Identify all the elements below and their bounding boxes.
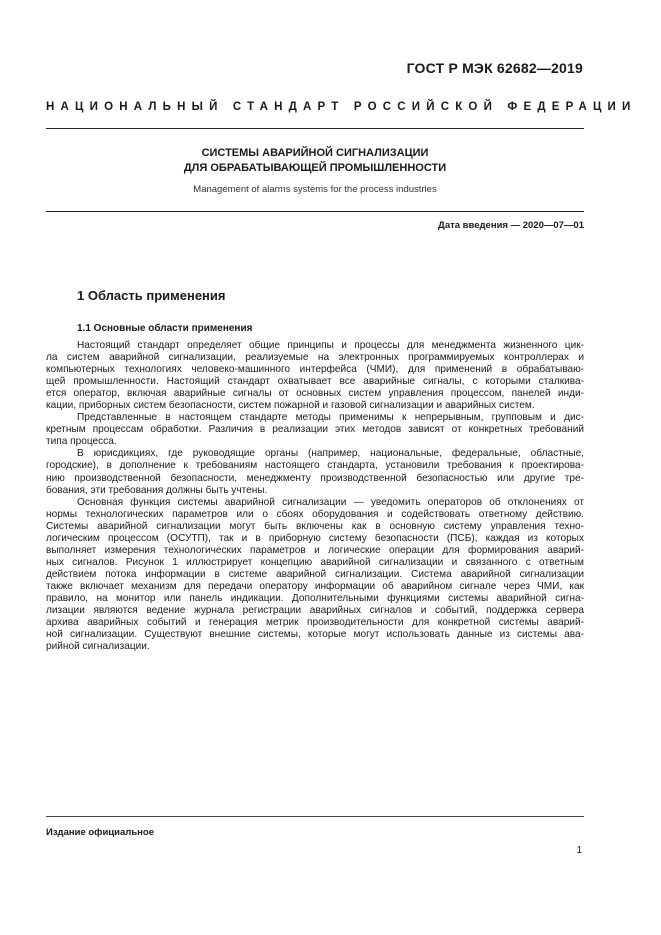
title-line-2: ДЛЯ ОБРАБАТЫВАЮЩЕЙ ПРОМЫШЛЕННОСТИ (183, 162, 447, 174)
paragraph-line: типа процесса. (46, 436, 117, 448)
paragraph-line: Настоящий стандарт определяет общие принципы и процессы для менеджмента жизненного цик- (77, 340, 584, 351)
document-title (46, 146, 584, 176)
introduction-date: Дата введения — 2020—07—01 (438, 220, 584, 231)
paragraph-line: ла систем аварийной сигнализации, реализуемые на электронных программируемых контроллерах и (46, 352, 584, 364)
paragraph-line: бования, эти требования должны быть учтены. (46, 484, 268, 496)
body-text (46, 340, 584, 653)
section-heading: 1 Область применения (77, 288, 226, 303)
paragraph-line: кретным процессам обработки. Различия в реализации этих методов зависят от конкретных требований (46, 424, 584, 436)
paragraph (46, 497, 584, 654)
page-number: 1 (576, 845, 582, 856)
paragraph-line: ной сигнализации. Существуют внешние системы, которые могут использовать данные из системы ава- (46, 629, 584, 641)
paragraph (46, 448, 584, 496)
paragraph-line: В юрисдикциях, где руководящие органы (например, национальные, федеральные, областные, (77, 448, 584, 460)
paragraph-line: ется оператор, включая аварийные сигналы от основных систем управления процессом, панелей инди- (46, 388, 584, 400)
paragraph-line: Системы аварийной сигнализации могут быть включены как в основную систему управления техно- (46, 520, 584, 532)
paragraph-line: кации, приборных систем безопасности, систем пожарной и газовой сигнализации и аварийных систем. (46, 400, 535, 412)
title-divider (46, 211, 584, 212)
paragraph-line: Представленные в настоящем стандарте методы применимы к непрерывным, групповым и дис- (77, 412, 584, 424)
document-code: ГОСТ Р МЭК 62682—2019 (406, 60, 583, 76)
paragraph-line: городские), в дополнение к требованиям настоящего стандарта, установили требования к проектирова- (46, 460, 584, 472)
paragraph-line: также включает механизм для передачи оператору информации об аварийном сигнале через ЧМИ, как (46, 580, 584, 592)
paragraph-line: щей промышленности. Настоящий стандарт охватывает все аварийные сигналы, с которыми сталкива- (46, 376, 584, 388)
paragraph-line: лизации являются ведение журнала регистрации аварийных сигналов и событий, поддержка сервера (46, 605, 584, 617)
paragraph-line: рийной сигнализации. (46, 641, 150, 653)
paragraph-line: ных сигналов. Рисунок 1 иллюстрирует концепцию аварийной сигнализации и связанного с ответным (46, 556, 584, 568)
top-divider (46, 128, 584, 129)
subsection-heading: 1.1 Основные области применения (77, 323, 253, 334)
footer-divider (46, 816, 584, 817)
paragraph-line: логическим процессом (ОСУТП), так и в приборную систему безопасности (ПСБ), каждая из которых (46, 532, 584, 544)
paragraph-line: нию производственной безопасности, менеджменту производственной безопасностью или другие тре- (46, 472, 584, 484)
paragraph (46, 340, 584, 412)
paragraph-line: правило, на монитор или панель индикации. Дополнительными функциями системы аварийной сигна- (46, 592, 584, 604)
title-line-1: СИСТЕМЫ АВАРИЙНОЙ СИГНАЛИЗАЦИИ (201, 147, 429, 159)
paragraph-line: компьютерных технологиях человеко-машинного интерфейса (ЧМИ), для применений в обрабатываю- (46, 364, 584, 376)
paragraph-line: действием потока информации в системе аварийной сигнализации. Система аварийной сигнализации (46, 568, 584, 580)
paragraph-line: Основная функция системы аварийной сигнализации — уведомить операторов об отклонениях от (77, 496, 584, 508)
paragraph-line: выполняет измерения технологических параметров и логические операции для формирования аварий- (46, 544, 584, 556)
official-edition-label: Издание официальное (46, 827, 154, 838)
paragraph-line: нормы технологических параметров или о сбоях оборудования и содействовать ответному действию. (46, 508, 584, 520)
paragraph-line: архива аварийных событий и генерация метрик производительности для конкретной системы аварий- (46, 617, 584, 629)
paragraph (46, 412, 584, 448)
national-standard-banner: НАЦИОНАЛЬНЫЙ СТАНДАРТ РОССИЙСКОЙ ФЕДЕРАЦИИ (46, 101, 637, 113)
english-subtitle: Management of alarms systems for the process industries (193, 184, 437, 195)
